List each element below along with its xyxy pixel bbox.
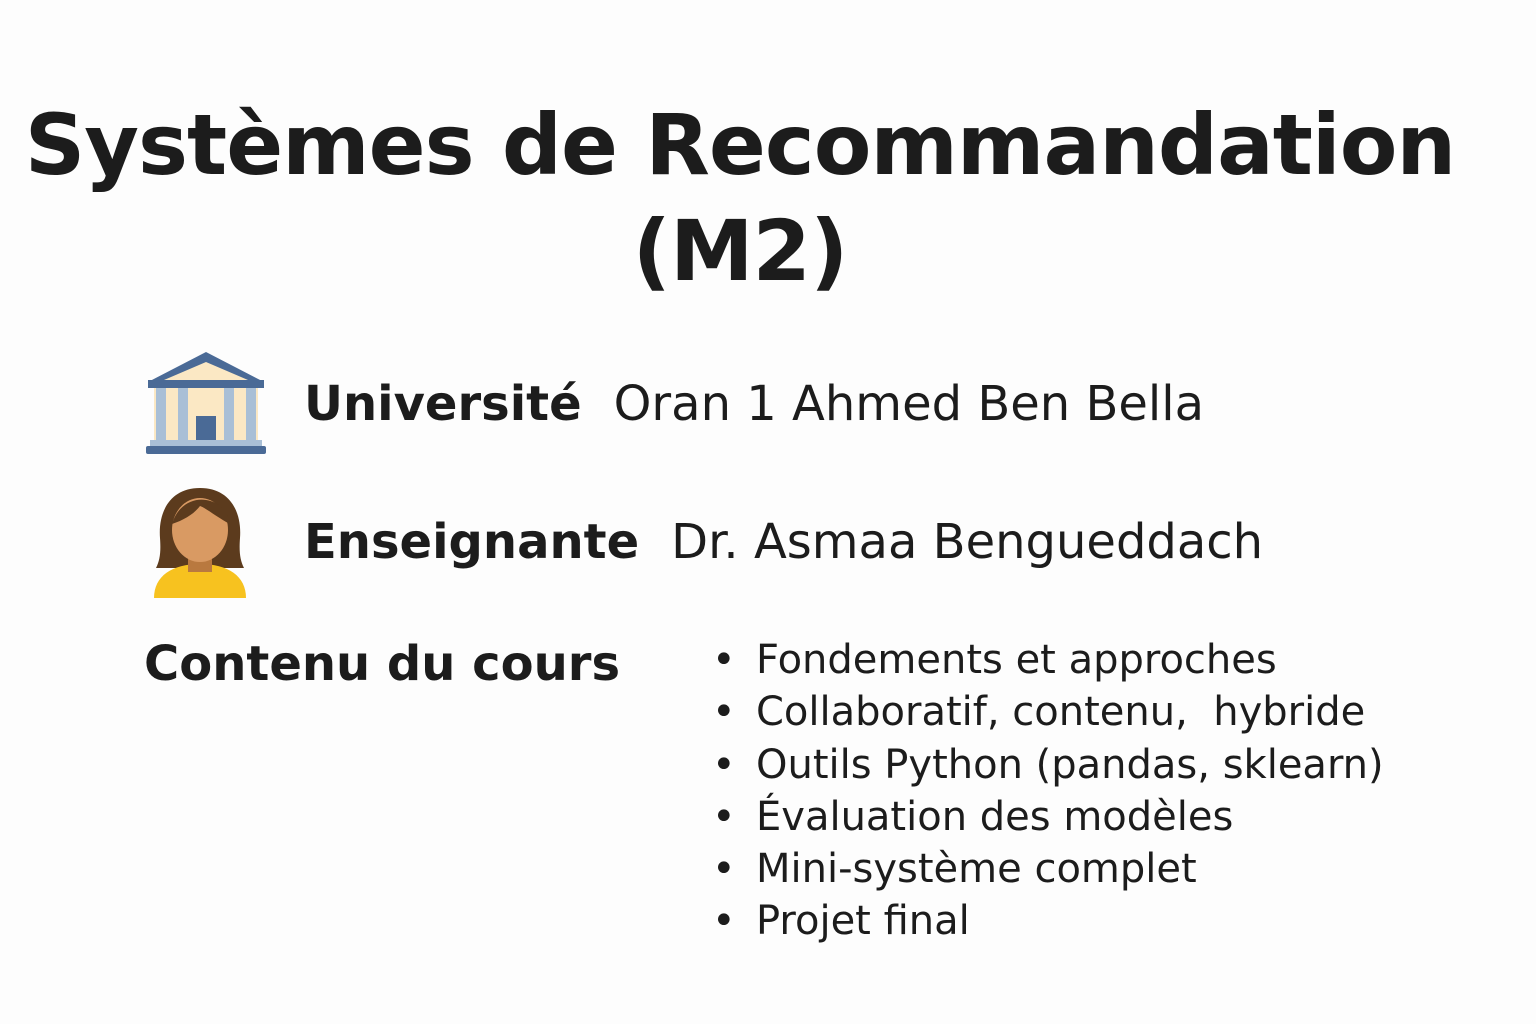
title-line-1: Systèmes de Recommandation	[24, 96, 1456, 194]
university-name: Oran 1 Ahmed Ben Bella	[613, 376, 1205, 432]
bullet: •	[712, 793, 736, 840]
list-item-text: Outils Python (pandas, sklearn)	[756, 741, 1384, 788]
list-item	[712, 791, 1384, 843]
list-item	[712, 843, 1384, 895]
course-content-list	[712, 634, 1384, 948]
woman-teacher-icon	[144, 486, 268, 598]
university-label: Université	[304, 376, 582, 432]
bullet: •	[712, 689, 736, 736]
title-line-2: (M2)	[632, 202, 848, 300]
list-item	[712, 739, 1384, 791]
university-building-icon	[144, 348, 268, 460]
teacher-name: Dr. Asmaa Bengueddach	[671, 514, 1264, 570]
list-item-text: Collaboratif, contenu, hybride	[756, 689, 1366, 736]
list-item-text: Fondements et approches	[756, 637, 1277, 683]
bullet: •	[712, 637, 736, 683]
list-item-text: Évaluation des modèles	[756, 793, 1234, 840]
course-content-heading: Contenu du cours	[144, 636, 621, 692]
list-item	[712, 634, 1384, 686]
teacher-label: Enseignante	[304, 514, 640, 570]
bullet: •	[712, 898, 736, 945]
list-item	[712, 686, 1384, 738]
bullet: •	[712, 741, 736, 788]
list-item-text: Projet final	[756, 898, 970, 945]
list-item	[712, 895, 1384, 947]
bullet: •	[712, 846, 736, 893]
university-row	[144, 350, 1204, 458]
teacher-row	[144, 484, 1263, 600]
page-title	[0, 92, 1480, 304]
list-item-text: Mini-système complet	[756, 846, 1197, 893]
